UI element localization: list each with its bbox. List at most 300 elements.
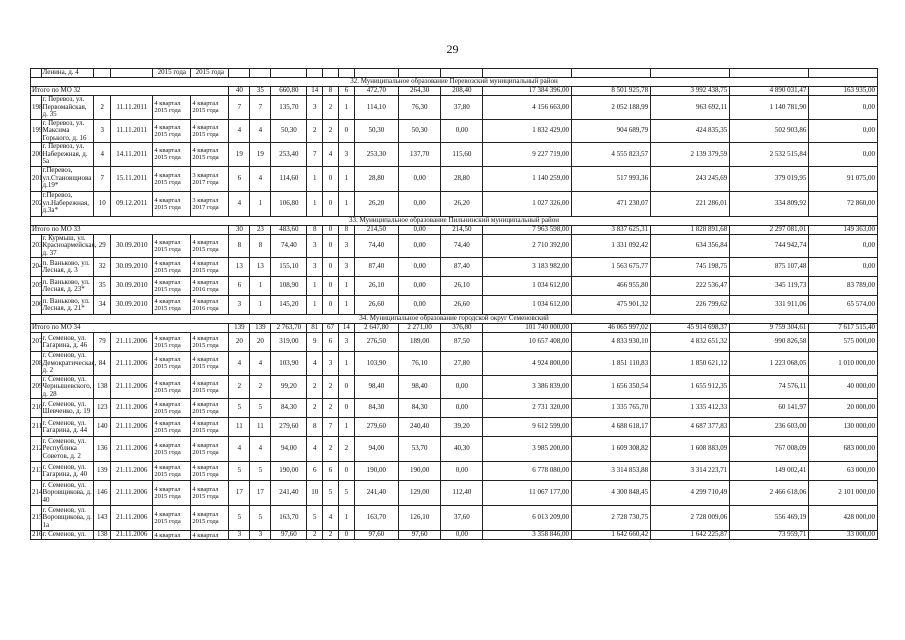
table-row [31, 143, 878, 167]
total-cell: 139 [250, 324, 271, 333]
table-cell: 0,00 [399, 296, 441, 315]
quarter-cell: 4 квартал 2015 года [191, 437, 229, 462]
amount-cell: 475 901,32 [572, 296, 651, 315]
table-cell: 253,40 [271, 143, 307, 167]
quarter-cell: 4 квартал 2015 года [153, 506, 191, 531]
table-cell: 190,00 [354, 462, 398, 481]
housing-program-table [30, 68, 878, 540]
table-cell: 203 [31, 234, 42, 258]
amount-cell: 2 101 000,00 [809, 481, 878, 506]
table-cell: 94,00 [354, 437, 398, 462]
table-cell: 21.11.2006 [111, 352, 153, 376]
amount-cell: 0,00 [809, 258, 878, 277]
amount-cell: 63 000,00 [809, 462, 878, 481]
section-title: 33. Муниципальное образование Пильнинский муниципальный район [31, 216, 878, 225]
table-cell: 4 [229, 119, 250, 143]
quarter-cell: 4 квартал 2015 года [153, 166, 191, 191]
address-cell: г. Семенов, ул. Воровщикова, д. 1а [42, 505, 92, 529]
table-cell: 137,70 [399, 143, 441, 167]
amount-cell: 4 688 618,17 [572, 418, 651, 437]
table-cell: 4 [323, 143, 339, 167]
table-row [31, 375, 878, 399]
table-cell: 0 [338, 462, 354, 481]
table-cell: 3 [323, 352, 339, 376]
total-cell: 8 501 925,78 [572, 87, 651, 96]
quarter-cell: 4 квартал [153, 531, 191, 540]
table-row [31, 296, 878, 315]
table-cell: 74,40 [441, 234, 483, 258]
amount-cell: 331 911,06 [730, 296, 809, 315]
amount-cell: 4 833 930,10 [572, 333, 651, 352]
table-cell [441, 69, 483, 78]
amount-cell: 72 860,00 [809, 191, 878, 216]
table-cell: 0,00 [441, 462, 483, 481]
table-cell: 5 [229, 506, 250, 531]
total-cell: 23 [250, 225, 271, 234]
table-cell: 35 [94, 277, 111, 296]
table-cell: 74,40 [271, 234, 307, 258]
table-cell: 204 [31, 258, 42, 277]
table-cell: 208 [31, 352, 42, 376]
amount-cell: 0,00 [809, 96, 878, 120]
table-cell: 4 [250, 119, 271, 143]
table-cell: 4 [229, 437, 250, 462]
quarter-cell: 3 квартал 2017 года [191, 191, 229, 216]
table-cell: 2015 года [153, 69, 191, 78]
table-cell: 0,00 [399, 191, 441, 216]
total-cell: 163 935,00 [809, 87, 878, 96]
table-cell: 27,80 [441, 352, 483, 376]
table-cell: 28,80 [441, 166, 483, 191]
table-cell: 8 [250, 234, 271, 258]
table-cell: 13 [229, 258, 250, 277]
table-cell: 135,70 [271, 96, 307, 120]
quarter-cell: 4 квартал 2015 года [153, 296, 191, 315]
address-cell: Ленина, д. 4 [41, 69, 94, 78]
quarter-cell: 4 квартал 2015 года [191, 119, 229, 143]
amount-cell: 10 657 408,00 [483, 333, 572, 352]
amount-cell: 744 942,74 [730, 234, 809, 258]
quarter-cell: 4 квартал 2015 года [153, 191, 191, 216]
table-cell: 209 [31, 375, 42, 399]
quarter-cell: 4 квартал 2015 года [153, 333, 191, 352]
table-cell: 123 [94, 399, 111, 418]
amount-cell: 963 692,11 [651, 96, 730, 120]
total-cell: 208,40 [441, 87, 483, 96]
table-cell: 190,00 [271, 462, 307, 481]
table-cell: 4 [323, 506, 339, 531]
amount-cell: 1 656 350,54 [572, 375, 651, 399]
table-cell: 103,90 [271, 352, 307, 376]
total-cell: 8 [307, 225, 323, 234]
table-cell: 10 [307, 481, 323, 506]
table-cell: 1 [250, 296, 271, 315]
amount-cell: 4 156 663,00 [483, 96, 572, 120]
table-cell: 10 [94, 191, 111, 216]
total-cell: 3 837 625,31 [572, 225, 651, 234]
address-cell: п. Ваньково, ул. Лесная, д. 3 [41, 258, 94, 277]
table-cell: 163,70 [354, 506, 398, 531]
table-cell: 4 [307, 352, 323, 376]
table-cell: 0 [323, 234, 339, 258]
amount-cell: 3 314 223,71 [651, 462, 730, 481]
table-cell: 19 [229, 143, 250, 167]
table-row [31, 277, 878, 296]
table-cell: 190,00 [399, 462, 441, 481]
quarter-cell: 4 квартал 2015 года [153, 375, 191, 399]
table-cell: 2 [323, 96, 339, 120]
total-cell: 2 271,00 [399, 324, 441, 333]
table-cell: 1 [338, 352, 354, 376]
section-title: 32. Муниципальное образование Перевозский муниципальный район [31, 78, 878, 87]
table-cell: 6 [307, 462, 323, 481]
amount-cell: 904 689,79 [572, 119, 651, 143]
amount-cell: 2 728 730,75 [572, 506, 651, 531]
quarter-cell: 4 квартал 2015 года [153, 119, 191, 143]
table-row [31, 258, 878, 277]
amount-cell: 4 924 800,00 [483, 352, 572, 376]
table-cell: 21.11.2006 [111, 481, 153, 506]
amount-cell: 3 985 200,00 [483, 437, 572, 462]
table-cell: 84,30 [399, 399, 441, 418]
table-cell: 30.09.2010 [111, 258, 153, 277]
total-cell: 8 [338, 225, 354, 234]
total-cell: 214,50 [441, 225, 483, 234]
address-cell: п. Ваньково, ул. Лесная, д. 21* [41, 296, 94, 315]
table-cell: 6 [323, 462, 339, 481]
total-cell: 7 617 515,40 [809, 324, 878, 333]
table-cell: 129,00 [399, 481, 441, 506]
table-cell: 2 [323, 119, 339, 143]
table-cell: 87,40 [441, 258, 483, 277]
table-cell: 15.11.2011 [111, 166, 153, 191]
amount-cell: 236 603,00 [730, 418, 809, 437]
address-cell: г. Семенов, ул. Республика Советов, д. 2 [41, 437, 94, 462]
table-row [31, 462, 878, 481]
amount-cell: 2 466 618,06 [730, 481, 809, 506]
address-cell: г. Семенов, ул. Гагарина, д. 40 [41, 462, 94, 481]
table-cell: 76,30 [399, 96, 441, 120]
table-cell: 2 [323, 531, 339, 540]
table-cell: 5 [229, 462, 250, 481]
total-cell: 40 [229, 87, 250, 96]
table-cell: 0,00 [441, 375, 483, 399]
amount-cell: 745 198,75 [651, 258, 730, 277]
amount-cell: 0,00 [809, 119, 878, 143]
total-cell: 30 [229, 225, 250, 234]
total-cell: 2 647,80 [354, 324, 398, 333]
table-row [31, 333, 878, 352]
table-cell: 211 [31, 418, 42, 437]
table-cell: 50,30 [354, 119, 398, 143]
table-cell: 206 [31, 296, 42, 315]
quarter-cell: 4 квартал 2015 года [191, 375, 229, 399]
total-cell: 35 [250, 87, 271, 96]
table-cell: 4 [229, 191, 250, 216]
amount-cell: 3 386 839,00 [483, 375, 572, 399]
amount-cell: 575 000,00 [809, 333, 878, 352]
amount-cell: 130 000,00 [809, 418, 878, 437]
quarter-cell: 4 квартал 2015 года [191, 481, 229, 506]
quarter-cell: 4 квартал 2015 года [153, 352, 191, 376]
total-cell: 101 740 000,00 [483, 324, 572, 333]
total-cell: 17 384 396,00 [483, 87, 572, 96]
quarter-cell: 4 квартал 2015 года [191, 462, 229, 481]
amount-cell: 1 027 326,00 [483, 191, 572, 216]
table-cell: 1 [338, 166, 354, 191]
amount-cell: 3 314 853,88 [572, 462, 651, 481]
table-cell: 0 [338, 399, 354, 418]
table-cell: 50,30 [271, 119, 307, 143]
amount-cell: 91 075,00 [809, 166, 878, 191]
table-cell: 276,50 [354, 333, 398, 352]
table-cell: 114,10 [354, 96, 398, 120]
quarter-cell: 4 квартал 2015 года [191, 333, 229, 352]
amount-cell: 33 000,00 [809, 531, 878, 540]
table-cell: 7 [250, 96, 271, 120]
table-cell: 97,60 [399, 531, 441, 540]
table-cell: 146 [94, 481, 111, 506]
table-cell [809, 69, 878, 78]
table-cell: 5 [338, 481, 354, 506]
address-cell: г. Перевоз, ул. Максима Горького, д. 16 [41, 119, 94, 143]
table-cell: 189,00 [399, 333, 441, 352]
table-cell: 199 [31, 119, 42, 143]
table-cell: 6 [229, 277, 250, 296]
table-cell: 216 [32, 530, 43, 539]
table-cell: 136 [94, 437, 111, 462]
amount-cell: 40 000,00 [809, 375, 878, 399]
total-cell: 0,00 [399, 225, 441, 234]
address-cell: г. Семенов, ул. Гагарина, д. 46 [41, 333, 94, 352]
table-cell: 0 [338, 375, 354, 399]
table-cell: 3 [338, 258, 354, 277]
quarter-cell: 4 квартал 2015 года [191, 96, 229, 120]
table-row [31, 96, 878, 120]
amount-cell: 1 140 259,00 [483, 166, 572, 191]
address-cell: г. Семенов, ул. [41, 531, 94, 540]
amount-cell: 2 710 392,00 [483, 234, 572, 258]
quarter-cell: 4 квартал 2015 года [191, 258, 229, 277]
amount-cell: 2 728 009,06 [651, 506, 730, 531]
table-cell [229, 69, 250, 78]
amount-cell: 4 300 848,45 [572, 481, 651, 506]
table-cell: 74,40 [354, 234, 398, 258]
quarter-cell: 4 квартал 2016 года [191, 277, 229, 296]
table-row [31, 352, 878, 376]
total-cell: 0 [323, 225, 339, 234]
table-cell: 279,60 [271, 418, 307, 437]
table-cell: 97,60 [354, 531, 398, 540]
table-cell [354, 69, 398, 78]
table-cell: 2 [94, 96, 111, 120]
table-cell: 0 [323, 191, 339, 216]
quarter-cell: 4 квартал 2015 года [191, 352, 229, 376]
table-row [31, 506, 878, 531]
table-cell: 2 [307, 531, 323, 540]
table-row [31, 399, 878, 418]
table-cell: 50,30 [399, 119, 441, 143]
table-cell: 5 [307, 506, 323, 531]
table-cell: 3 [307, 258, 323, 277]
table-cell: 3 [338, 234, 354, 258]
table-cell: 40,30 [441, 437, 483, 462]
table-cell: 1 [250, 191, 271, 216]
amount-cell: 334 809,92 [730, 191, 809, 216]
amount-cell: 6 778 080,00 [483, 462, 572, 481]
amount-cell: 428 000,00 [809, 506, 878, 531]
total-cell: 139 [229, 324, 250, 333]
amount-cell: 683 000,00 [809, 437, 878, 462]
table-cell: 1 [338, 277, 354, 296]
address-cell: г. Семенов, ул. Демократическая, д. 2 [42, 351, 97, 374]
table-cell: 17 [229, 481, 250, 506]
table-cell: 0,00 [399, 258, 441, 277]
amount-cell: 1 335 412,33 [651, 399, 730, 418]
table-cell [94, 69, 111, 78]
table-cell [323, 69, 339, 78]
table-cell [572, 69, 651, 78]
table-cell: 3 [250, 531, 271, 540]
table-cell: 202 [31, 191, 42, 216]
amount-cell: 243 245,69 [651, 166, 730, 191]
table-cell: 6 [229, 166, 250, 191]
quarter-cell: 4 квартал 2015 года [191, 399, 229, 418]
total-cell: 46 065 997,02 [572, 324, 651, 333]
amount-cell: 424 835,35 [651, 119, 730, 143]
table-cell: 87,40 [354, 258, 398, 277]
amount-cell: 226 799,62 [651, 296, 730, 315]
amount-cell: 556 469,19 [730, 506, 809, 531]
table-cell: 39,20 [441, 418, 483, 437]
total-cell: 9 759 304,61 [730, 324, 809, 333]
total-cell: 2 763,70 [271, 324, 307, 333]
table-cell: 240,40 [399, 418, 441, 437]
total-cell: 3 992 438,75 [651, 87, 730, 96]
amount-cell: 60 141,97 [730, 399, 809, 418]
table-cell: 7 [229, 96, 250, 120]
amount-cell: 9 227 719,00 [483, 143, 572, 167]
address-cell: г.Перевоз, ул.Становщиова д.19* [41, 166, 94, 191]
table-cell: 94,00 [271, 437, 307, 462]
address-cell: г. Семенов, ул. Шевченко, д. 19 [41, 399, 94, 418]
amount-cell: 74 576,11 [730, 375, 809, 399]
table-body [31, 69, 878, 540]
table-cell: 5 [250, 462, 271, 481]
table-cell: 79 [94, 333, 111, 352]
amount-cell: 634 356,84 [651, 234, 730, 258]
table-cell: 138 [94, 375, 111, 399]
amount-cell: 1 335 765,70 [572, 399, 651, 418]
amount-cell: 1 655 912,35 [651, 375, 730, 399]
table-cell: 4 [250, 352, 271, 376]
table-cell: 3 [94, 119, 111, 143]
amount-cell: 1 832 429,00 [483, 119, 572, 143]
amount-cell: 2 532 515,84 [730, 143, 809, 167]
amount-cell: 65 574,00 [809, 296, 878, 315]
table-cell: 143 [94, 506, 111, 531]
table-cell: 09.12.2011 [111, 191, 153, 216]
table-cell: 126,10 [399, 506, 441, 531]
table-cell: 138 [94, 531, 111, 540]
section-total-row [31, 87, 878, 96]
table-cell: 5 [323, 481, 339, 506]
quarter-cell: 4 квартал 2015 года [153, 462, 191, 481]
table-cell: 1 [338, 418, 354, 437]
amount-cell: 83 789,00 [809, 277, 878, 296]
table-cell: 32 [94, 258, 111, 277]
total-cell: 472,70 [354, 87, 398, 96]
table-cell: 205 [31, 277, 42, 296]
amount-cell: 221 286,01 [651, 191, 730, 216]
address-cell: г.Перевоз, ул.Набережная, д.3а* [41, 191, 94, 216]
quarter-cell: 4 квартал 2015 года [153, 277, 191, 296]
table-cell: 26,10 [354, 277, 398, 296]
table-cell: 139 [94, 462, 111, 481]
address-cell: г. Семенов, ул. Гагарина, д. 44 [41, 418, 94, 437]
address-cell: г. Перевоз, ул. Набережная, д. 5а [41, 143, 94, 167]
table-cell: 1 [338, 191, 354, 216]
amount-cell: 345 119,73 [730, 277, 809, 296]
table-cell: 9 [307, 333, 323, 352]
table-cell: 112,40 [441, 481, 483, 506]
table-cell: 1 [338, 96, 354, 120]
table-row [31, 481, 878, 506]
table-cell: 2 [307, 399, 323, 418]
table-cell: 21.11.2006 [111, 418, 153, 437]
table-cell: 145,20 [271, 296, 307, 315]
table-cell: 98,40 [354, 375, 398, 399]
table-cell: 1 [250, 277, 271, 296]
table-cell: 2 [323, 375, 339, 399]
amount-cell: 517 993,36 [572, 166, 651, 191]
amount-cell: 4 832 651,32 [651, 333, 730, 352]
table-cell: 198 [31, 96, 42, 120]
section-title: 34. Муниципальное образование городской округ Семеновский [31, 315, 878, 324]
table-cell: 30.09.2010 [111, 277, 153, 296]
total-cell: 4 890 031,47 [730, 87, 809, 96]
amount-cell: 1 034 612,00 [483, 277, 572, 296]
table-cell: 140 [94, 418, 111, 437]
address-cell: г. Семенов, ул. Воровщикова, д. 40 [42, 480, 92, 504]
amount-cell: 767 008,09 [730, 437, 809, 462]
table-cell: 97,60 [271, 531, 307, 540]
amount-cell: 4 299 710,49 [651, 481, 730, 506]
table-cell: 6 [323, 333, 339, 352]
table-cell: 0 [338, 119, 354, 143]
table-cell: 213 [31, 462, 42, 481]
table-cell: 0,00 [399, 234, 441, 258]
table-cell: 8 [307, 418, 323, 437]
table-cell: 84 [94, 352, 111, 376]
total-label: Итого по МО 34 [31, 324, 229, 333]
address-cell: г. Перевоз, ул. Первомайская, д. 35 [41, 96, 94, 120]
amount-cell: 1 609 308,82 [572, 437, 651, 462]
table-cell: 241,40 [271, 481, 307, 506]
table-cell: 3 [338, 143, 354, 167]
total-cell: 14 [307, 87, 323, 96]
total-cell: 264,30 [399, 87, 441, 96]
table-cell: 21.11.2006 [111, 437, 153, 462]
table-row [31, 69, 878, 78]
table-cell: 19 [250, 143, 271, 167]
table-cell: 3 [338, 333, 354, 352]
table-cell: 20 [229, 333, 250, 352]
table-cell: 2 [229, 375, 250, 399]
table-cell: 11.11.2011 [111, 119, 153, 143]
quarter-cell: 4 квартал 2015 года [153, 143, 191, 167]
table-cell: 30.09.2010 [111, 234, 153, 258]
